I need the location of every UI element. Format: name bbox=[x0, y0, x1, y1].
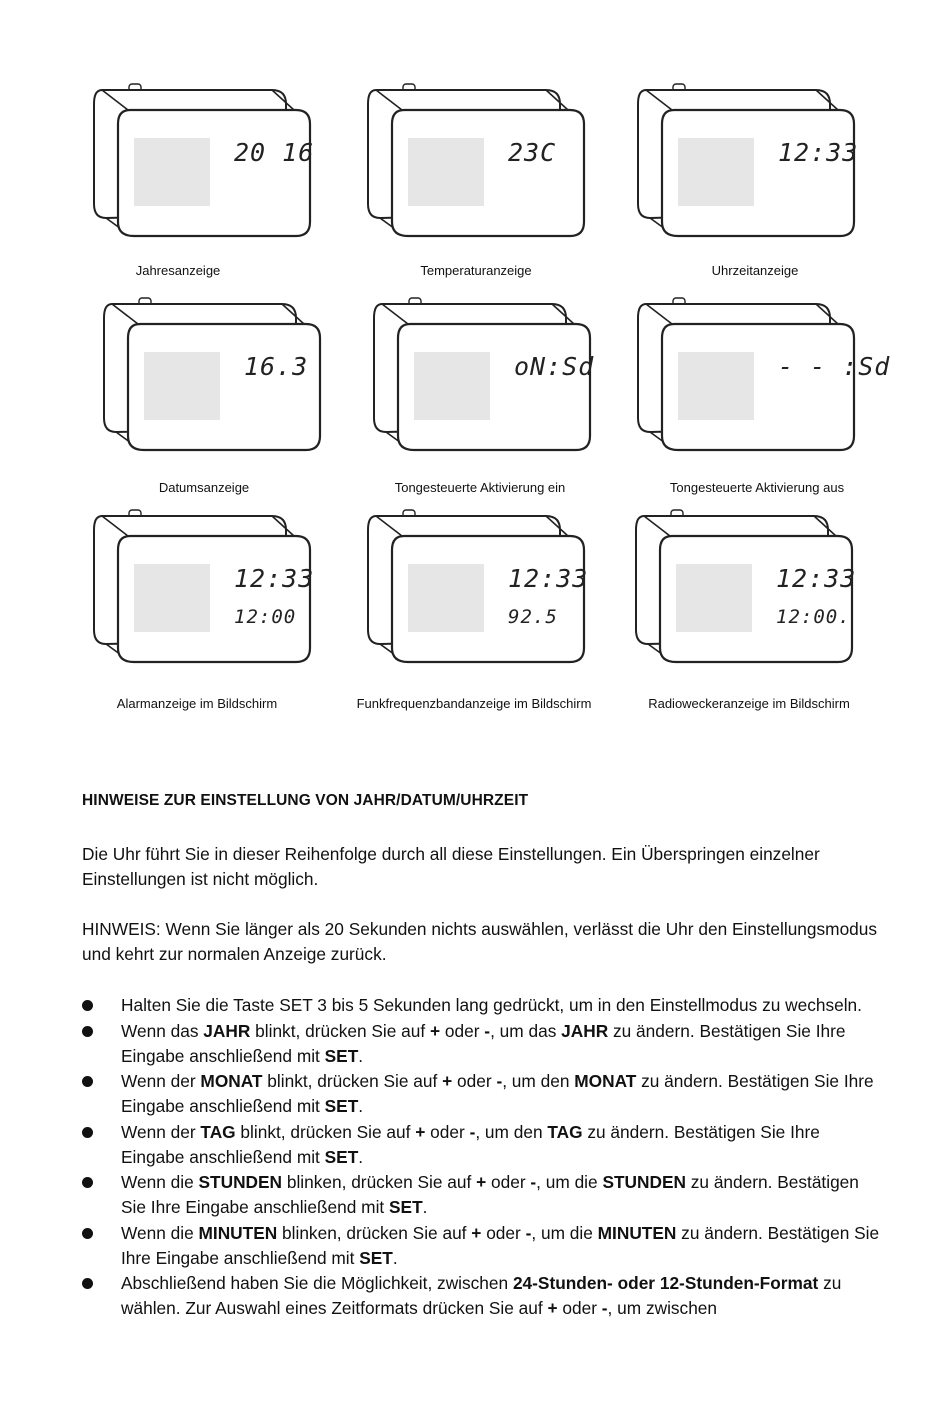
instruction-emphasis: SET bbox=[359, 1247, 393, 1268]
instruction-emphasis: MINUTEN bbox=[198, 1222, 278, 1243]
clock-illustration bbox=[98, 296, 358, 496]
instruction-text: , um den bbox=[502, 1071, 575, 1091]
instruction-text: blinkt, drücken Sie auf bbox=[262, 1071, 443, 1091]
instruction-text: . bbox=[358, 1146, 364, 1167]
figure-caption: Tongesteuerte Aktivierung ein bbox=[394, 480, 566, 495]
instruction-list bbox=[82, 993, 882, 1322]
instruction-text: blinken, drücken Sie auf bbox=[282, 1172, 477, 1192]
bullet-dot-icon bbox=[82, 1026, 93, 1037]
instruction-emphasis: MONAT bbox=[574, 1071, 637, 1091]
instruction-emphasis: + bbox=[430, 1020, 441, 1041]
instruction-emphasis: + bbox=[547, 1298, 558, 1318]
instruction-item bbox=[82, 993, 882, 1018]
instruction-text: oder bbox=[486, 1172, 531, 1192]
figure-caption: Datumsanzeige bbox=[158, 480, 250, 495]
figure-caption: Funkfrequenzbandanzeige im Bildschirm bbox=[356, 696, 592, 711]
instruction-text: blinkt, drücken Sie auf bbox=[250, 1020, 430, 1041]
instruction-emphasis: JAHR bbox=[561, 1020, 609, 1041]
instruction-text: oder bbox=[440, 1020, 485, 1041]
instruction-emphasis: STUNDEN bbox=[198, 1172, 283, 1192]
lcd-primary-readout: 16.3 bbox=[244, 352, 309, 381]
instruction-text: zu ändern. Bestätigen Sie Ihre Eingabe anschließend mit bbox=[121, 1071, 874, 1116]
figure-caption: Jahresanzeige bbox=[135, 263, 221, 278]
instruction-text: blinken, drücken Sie auf bbox=[277, 1222, 472, 1243]
instruction-item bbox=[82, 1271, 882, 1321]
instruction-item bbox=[82, 1019, 882, 1069]
note-paragraph: HINWEIS: Wenn Sie länger als 20 Sekunden nichts auswählen, verlässt die Uhr den Einstellungsmodus und kehrt zur normalen Anzeige zurück. bbox=[82, 919, 878, 964]
bullet-dot-icon bbox=[82, 1127, 93, 1138]
instruction-emphasis: TAG bbox=[200, 1121, 236, 1142]
clock-illustration bbox=[630, 508, 890, 708]
lcd-secondary-readout: 12:00 bbox=[234, 606, 297, 628]
instruction-text: blinkt, drücken Sie auf bbox=[235, 1121, 416, 1142]
instruction-text: Wenn der bbox=[121, 1071, 201, 1091]
instruction-emphasis: + bbox=[471, 1222, 482, 1243]
instruction-text: , um die bbox=[531, 1222, 598, 1243]
figure-caption: Alarmanzeige im Bildschirm bbox=[116, 696, 278, 711]
instruction-emphasis: - bbox=[469, 1121, 476, 1142]
instruction-emphasis: - bbox=[484, 1020, 491, 1041]
clock-outline-drawing bbox=[362, 82, 592, 247]
instruction-text: . bbox=[358, 1045, 364, 1066]
instruction-emphasis: STUNDEN bbox=[602, 1172, 686, 1192]
clock-illustration bbox=[632, 82, 892, 282]
clock-illustration bbox=[362, 82, 622, 282]
instruction-text: Abschließend haben Sie die Möglichkeit, zwischen bbox=[121, 1273, 513, 1293]
instruction-emphasis: SET bbox=[324, 1096, 359, 1116]
instruction-emphasis: TAG bbox=[547, 1121, 583, 1142]
lcd-secondary-readout: 12:00. bbox=[776, 606, 851, 628]
instruction-text: zu ändern. Bestätigen Sie Ihre Eingabe anschließend mit bbox=[121, 1172, 859, 1217]
instruction-emphasis: SET bbox=[324, 1146, 359, 1167]
bullet-dot-icon bbox=[82, 1228, 93, 1239]
lcd-primary-readout: 12:33 bbox=[778, 138, 859, 167]
instruction-item bbox=[82, 1221, 882, 1271]
instruction-text: Halten Sie die Taste SET 3 bis 5 Sekunden lang gedrückt, um in den Einstellmodus zu wechseln. bbox=[121, 995, 862, 1015]
clock-illustration bbox=[88, 82, 348, 282]
lcd-primary-readout: 12:33 bbox=[234, 564, 315, 593]
instruction-emphasis: + bbox=[442, 1071, 453, 1091]
figure-caption: Uhrzeitanzeige bbox=[711, 263, 799, 278]
clock-illustration bbox=[88, 508, 348, 708]
bullet-dot-icon bbox=[82, 1076, 93, 1087]
clock-illustration bbox=[368, 296, 628, 496]
instruction-emphasis: SET bbox=[389, 1197, 423, 1217]
instruction-emphasis: - bbox=[601, 1298, 608, 1318]
instruction-text: . bbox=[422, 1197, 428, 1217]
lcd-secondary-readout: 92.5 bbox=[508, 606, 558, 628]
instruction-item bbox=[82, 1120, 882, 1170]
clock-illustration bbox=[632, 296, 892, 496]
intro-paragraph: Die Uhr führt Sie in dieser Reihenfolge durch all diese Einstellungen. Ein Überspringen einzelner Einstellungen ist nicht möglich. bbox=[82, 844, 820, 889]
instruction-emphasis: SET bbox=[324, 1045, 359, 1066]
instruction-emphasis: - bbox=[525, 1222, 532, 1243]
instruction-text: . bbox=[358, 1096, 364, 1116]
figure-caption: Tongesteuerte Aktivierung aus bbox=[669, 480, 845, 495]
lcd-primary-readout: 23C bbox=[508, 138, 557, 167]
instruction-emphasis: JAHR bbox=[203, 1020, 251, 1041]
bullet-dot-icon bbox=[82, 1177, 93, 1188]
instruction-text: , um die bbox=[536, 1172, 603, 1192]
section-heading: HINWEISE ZUR EINSTELLUNG VON JAHR/DATUM/UHRZEIT bbox=[82, 792, 529, 809]
instruction-text: oder bbox=[557, 1298, 602, 1318]
instruction-emphasis: MONAT bbox=[200, 1071, 263, 1091]
instruction-emphasis: + bbox=[415, 1121, 426, 1142]
clock-illustration bbox=[362, 508, 622, 708]
instruction-text: zu ändern. Bestätigen Sie Ihre Eingabe anschließend mit bbox=[121, 1222, 880, 1268]
instruction-text: Wenn die bbox=[121, 1222, 199, 1243]
instruction-text: , um das bbox=[490, 1020, 562, 1041]
instruction-text: zu wählen. Zur Auswahl eines Zeitformats drücken Sie auf bbox=[121, 1273, 842, 1318]
lcd-primary-readout: - - :Sd bbox=[778, 352, 891, 381]
instruction-item bbox=[82, 1069, 882, 1119]
instruction-emphasis: MINUTEN bbox=[597, 1222, 677, 1243]
instruction-text: oder bbox=[452, 1071, 497, 1091]
figure-caption: Temperaturanzeige bbox=[420, 263, 532, 278]
figure-caption: Radioweckeranzeige im Bildschirm bbox=[648, 696, 850, 711]
lcd-primary-readout: 20 16 bbox=[234, 138, 315, 167]
instruction-text: oder bbox=[481, 1222, 526, 1243]
bullet-dot-icon bbox=[82, 1000, 93, 1011]
instruction-text: zu ändern. Bestätigen Sie Ihre Eingabe anschließend mit bbox=[121, 1020, 846, 1066]
instruction-emphasis: + bbox=[476, 1172, 487, 1192]
instruction-emphasis: - bbox=[530, 1172, 537, 1192]
instruction-text: , um den bbox=[475, 1121, 548, 1142]
instruction-text: . bbox=[392, 1247, 398, 1268]
instruction-text: , um zwischen bbox=[607, 1298, 718, 1318]
instruction-text: Wenn das bbox=[121, 1020, 204, 1041]
instruction-emphasis: 24-Stunden- oder 12-Stunden-Format bbox=[512, 1273, 819, 1293]
lcd-primary-readout: 12:33 bbox=[508, 564, 589, 593]
lcd-primary-readout: 12:33 bbox=[776, 564, 857, 593]
bullet-dot-icon bbox=[82, 1278, 93, 1289]
instruction-text: zu ändern. Bestätigen Sie Ihre Eingabe anschließend mit bbox=[121, 1121, 820, 1167]
instruction-emphasis: - bbox=[496, 1071, 503, 1091]
instruction-item bbox=[82, 1170, 882, 1220]
instruction-text: Wenn die bbox=[121, 1172, 199, 1192]
lcd-primary-readout: oN:Sd bbox=[514, 352, 595, 381]
instruction-text: Wenn der bbox=[121, 1121, 201, 1142]
instruction-text: oder bbox=[425, 1121, 470, 1142]
